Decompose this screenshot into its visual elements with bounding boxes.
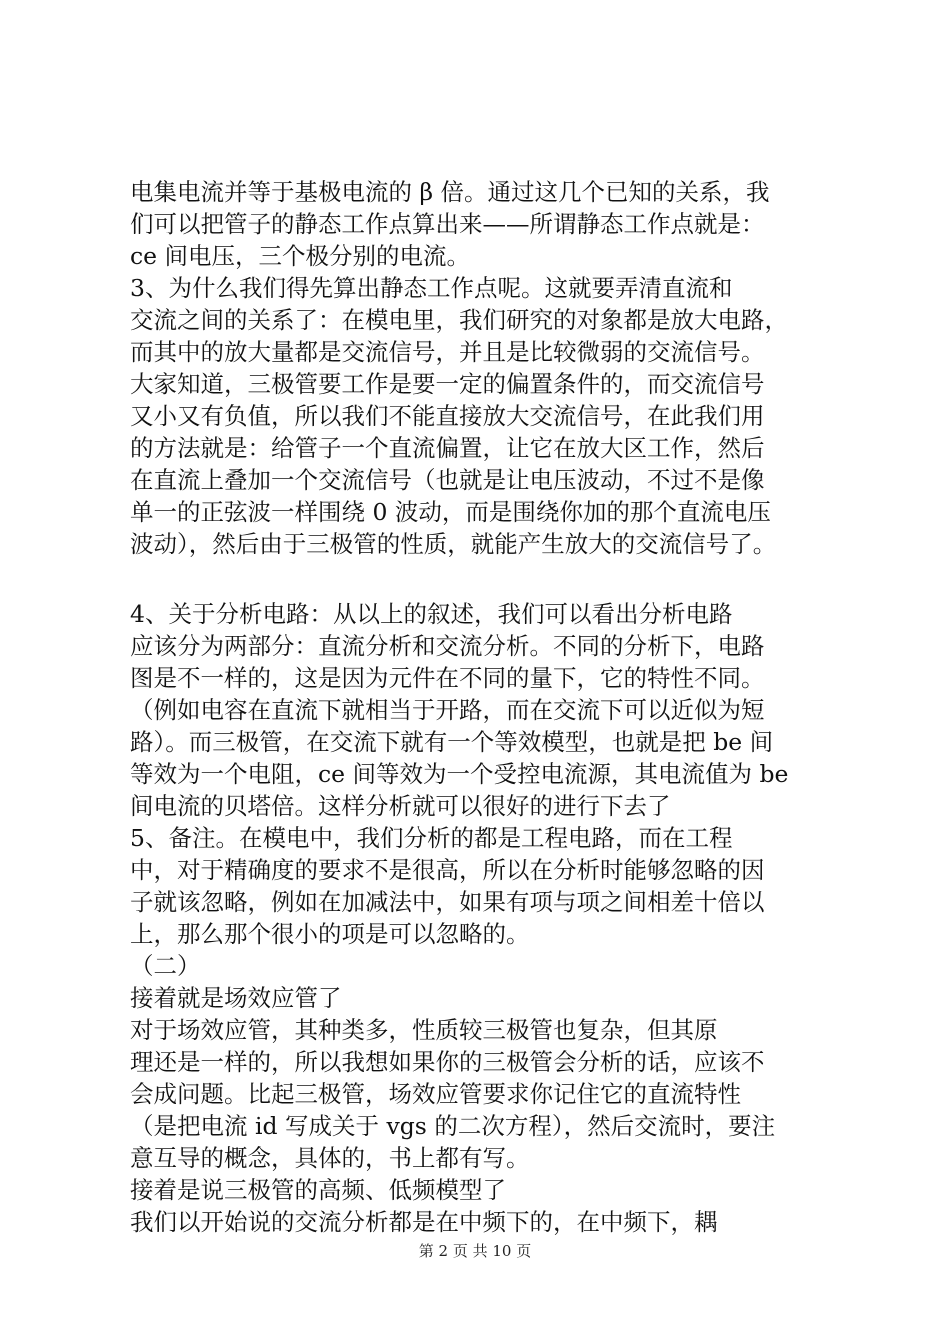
text-line: ce 间电压，三个极分别的电流。	[130, 242, 471, 270]
text-line: 我们以开始说的交流分析都是在中频下的，在中频下，耦	[130, 1208, 718, 1236]
text-line: 上，那么那个很小的项是可以忽略的。	[130, 920, 530, 948]
text-line: 对于场效应管，其种类多，性质较三极管也复杂，但其原	[130, 1016, 718, 1044]
para-mid-frequency	[130, 1206, 850, 1238]
text-line: 在直流上叠加一个交流信号（也就是让电压波动，不过不是像	[130, 466, 765, 494]
text-line: 接着是说三极管的高频、低频模型了	[130, 1176, 506, 1204]
para-fet-analysis	[130, 1014, 850, 1174]
text-line: 的方法就是：给管子一个直流偏置，让它在放大区工作，然后	[130, 434, 765, 462]
text-line: 4、关于分析电路：从以上的叙述，我们可以看出分析电路	[130, 600, 733, 628]
text-line: 等效为一个电阻，ce 间等效为一个受控电流源，其电流值为 be	[130, 760, 789, 788]
text-line: 5、备注。在模电中，我们分析的都是工程电路，而在工程	[130, 824, 733, 852]
text-line: （例如电容在直流下就相当于开路，而在交流下可以近似为短	[130, 696, 765, 724]
text-line: 接着就是场效应管了	[130, 984, 342, 1012]
document-body	[130, 176, 850, 1238]
text-line: 意互导的概念，具体的，书上都有写。	[130, 1144, 530, 1172]
para-section-4	[130, 598, 850, 822]
text-line: 又小又有负值，所以我们不能直接放大交流信号，在此我们用	[130, 402, 765, 430]
text-line: 们可以把管子的静态工作点算出来——所谓静态工作点就是：	[130, 210, 765, 238]
text-line: 而其中的放大量都是交流信号，并且是比较微弱的交流信号。	[130, 338, 765, 366]
section-heading: （二）	[130, 952, 201, 980]
para-section-3	[130, 272, 850, 560]
paragraph-gap	[130, 560, 850, 598]
text-line: 波动），然后由于三极管的性质，就能产生放大的交流信号了。	[130, 530, 777, 558]
text-line: 会成问题。比起三极管，场效应管要求你记住它的直流特性	[130, 1080, 741, 1108]
text-line: 单一的正弦波一样围绕 0 波动，而是围绕你加的那个直流电压	[130, 498, 771, 526]
text-line: 路）。而三极管，在交流下就有一个等效模型，也就是把 be 间	[130, 728, 774, 756]
page-footer: 第 2 页 共 10 页	[418, 1242, 532, 1260]
para-fet-intro	[130, 982, 850, 1014]
text-line: 理还是一样的，所以我想如果你的三极管会分析的话，应该不	[130, 1048, 765, 1076]
para-collector-current	[130, 176, 850, 272]
text-line: 3、为什么我们得先算出静态工作点呢。这就要弄清直流和	[130, 274, 733, 302]
para-part-two-heading	[130, 950, 850, 982]
text-line: （是把电流 id 写成关于 vgs 的二次方程），然后交流时，要注	[130, 1112, 776, 1140]
text-line: 应该分为两部分：直流分析和交流分析。不同的分析下，电路	[130, 632, 765, 660]
text-line: 子就该忽略，例如在加减法中，如果有项与项之间相差十倍以	[130, 888, 765, 916]
para-frequency-model-intro	[130, 1174, 850, 1206]
text-line: 图是不一样的，这是因为元件在不同的量下，它的特性不同。	[130, 664, 765, 692]
para-section-5	[130, 822, 850, 950]
text-line: 大家知道，三极管要工作是要一定的偏置条件的，而交流信号	[130, 370, 765, 398]
text-line: 中，对于精确度的要求不是很高，所以在分析时能够忽略的因	[130, 856, 765, 884]
text-line: 间电流的贝塔倍。这样分析就可以很好的进行下去了	[130, 792, 671, 820]
text-line: 交流之间的关系了：在模电里，我们研究的对象都是放大电路，	[130, 306, 788, 334]
text-line: 电集电流并等于基极电流的 β 倍。通过这几个已知的关系，我	[130, 178, 770, 206]
